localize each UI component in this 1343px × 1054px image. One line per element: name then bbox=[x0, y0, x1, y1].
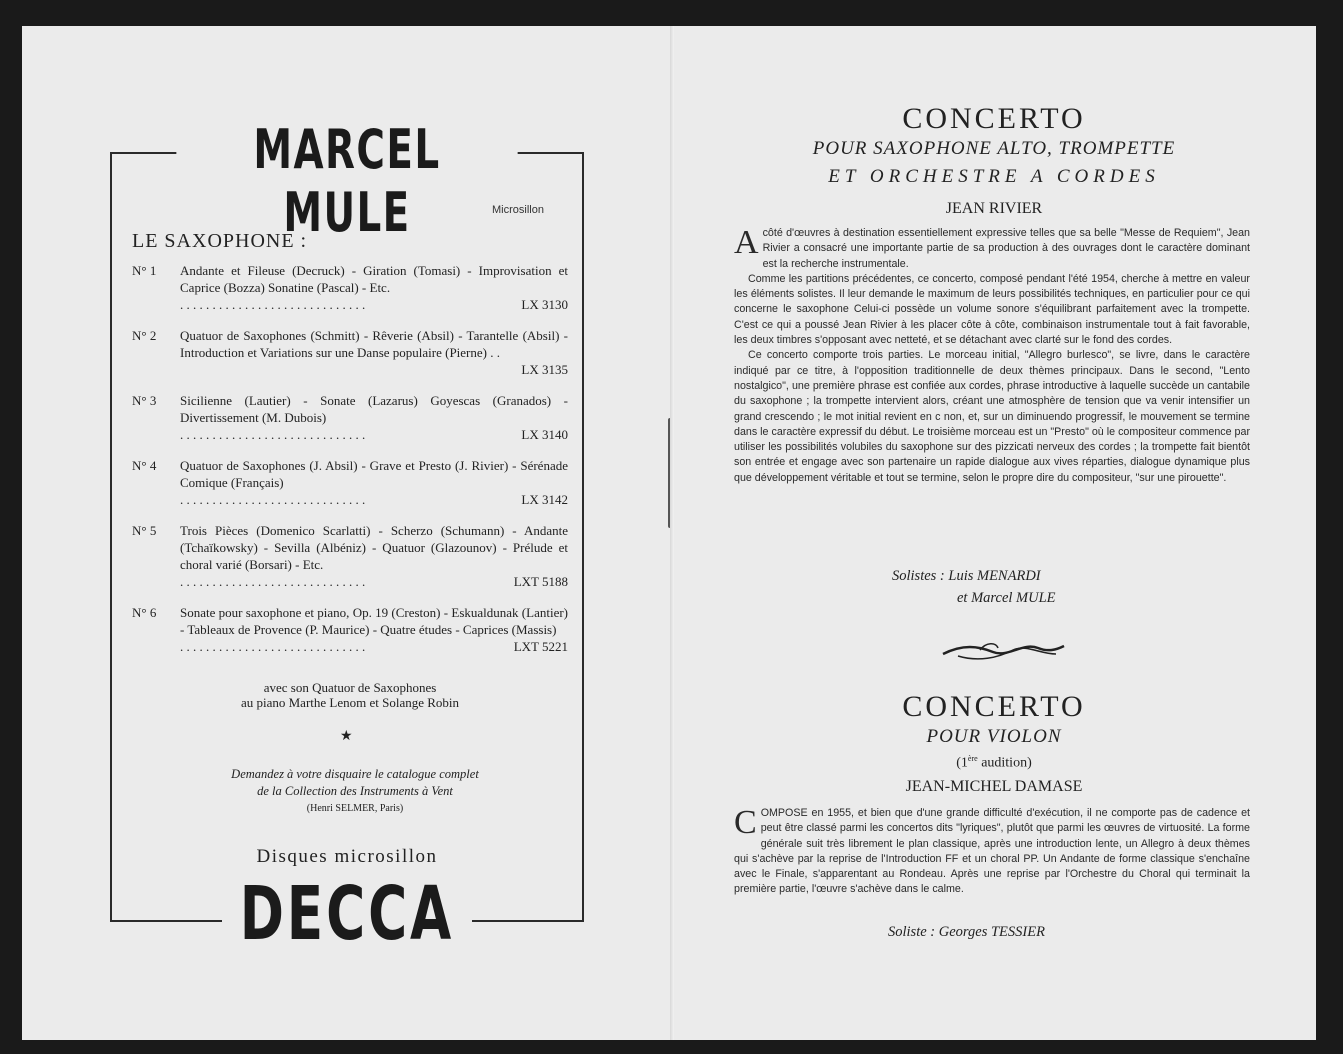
catalog-note bbox=[162, 766, 548, 817]
ensemble-line: avec son Quatuor de Saxophones bbox=[263, 680, 437, 695]
label-brand-wrap bbox=[110, 871, 584, 957]
notes-paragraph: Comme les partitions précédentes, ce concerto, composé pendant l'été 1954, cherche à mettre en valeur les éléments solistes. Il leur demande le maximum de leurs possibilités techniques, en particulier pour ce qui concerne le saxophone Celui-ci possède un volume sonore s'équilibrant parfaitement avec la trompette. C'est ce qui a poussé Jean Rivier à les placer côte à côte, combinaison instrumentale tout à fait favorable, les deux timbres s'opposant avec netteté, et se détachant avec clarté sur le fond des cordes. bbox=[734, 272, 1250, 347]
record-catalog-code: LXT 5221 bbox=[513, 639, 568, 654]
record-catalog-code: LX 3130 bbox=[521, 297, 568, 312]
record-number: N° 6 bbox=[132, 605, 157, 620]
left-page-advert bbox=[22, 26, 672, 1040]
work1-soloists: et Marcel MULE bbox=[957, 590, 1056, 606]
premiere-sup: ère bbox=[967, 754, 978, 763]
catalog-line: de la Collection des Instruments à Vent bbox=[257, 784, 453, 798]
record-description: Trois Pièces (Domenico Scarlatti) - Scherzo (Schumann) - Andante (Tchaïkowsky) - Sevilla (Albéniz) - Quatuor (Glazounov) - Prélude et choral varié (Borsari) - Etc. bbox=[180, 523, 568, 572]
work1-subtitle: POUR SAXOPHONE ALTO, TROMPETTE bbox=[812, 138, 1176, 159]
dropcap: C bbox=[734, 804, 757, 841]
record-item bbox=[132, 327, 568, 378]
record-item: N° 3 Sicilienne (Lautier) - Sonate (Lazarus) Goyescas (Granados) - Divertissement (M. Dubois) . . . . . . . . . . . . . . . . . . . . . . . . . . . . . LX 3140 bbox=[132, 393, 568, 442]
artist-banner bbox=[110, 118, 584, 244]
record-number: N° 1 bbox=[132, 263, 157, 278]
record-catalog-code: LX 3142 bbox=[521, 492, 568, 507]
work2-subtitle: POUR VIOLON bbox=[926, 726, 1062, 747]
notes-paragraph: Ce concerto comporte trois parties. Le morceau initial, "Allegro burlesco", se livre, dans le caractère indiqué par ce titre, à l'opposition traditionnelle de deux thèmes principaux. Dans le second, "Lento nostalgico", une première phrase est confiée aux cordes, phrase introductive à laquelle succède un cantabile du saxophone ; la trompette intervient alors, créant une atmosphère de tension que va venir intensifier un grand crescendo ; le mot initial revient en c non, et, sur un diminuendo progressif, le mouvement se termine dans le caractère expressif du début. Le troisième morceau est un "Presto" où le compositeur commence par utiliser les possibilités volubiles du saxophone sur des pizzicati nerveux des cordes ; la trompette fait bientôt son entrée et engage avec son partenaire un rapide dialogue aux vives réparties, dialogue dynamique plus que développement véritable et tout se termine, selon le propre dire du compositeur, "sur une pirouette". bbox=[734, 349, 1250, 484]
ensemble-credit bbox=[132, 680, 568, 710]
record-list bbox=[132, 262, 568, 669]
artist-name: MARCEL MULE bbox=[176, 118, 517, 244]
dropcap: A bbox=[734, 224, 759, 261]
notes-paragraph: côté d'œuvres à destination essentiellement expressive telles que sa belle "Messe de Requiem", Jean Rivier a consacré une importante partie de sa production à des ouvrages dont le caractère dominant est la recherche instrumentale. bbox=[762, 227, 1250, 270]
record-item: N° 6 Sonate pour saxophone et piano, Op. 19 (Creston) - Eskualdunak (Lantier) - Tableaux de Provence (P. Maurice) - Quatre études - Caprices (Massis) . . . . . . . . . . . . . . . . . . . . . . . . . . . . . LXT 5221 bbox=[132, 605, 568, 654]
work1-notes bbox=[734, 226, 1250, 486]
ornament-flourish-icon bbox=[938, 638, 1068, 664]
series-title: LE SAXOPHONE : bbox=[132, 230, 308, 252]
premiere-text: (1 bbox=[956, 755, 968, 771]
record-item: N° 4 Quatuor de Saxophones (J. Absil) - Grave et Presto (J. Rivier) - Sérénade Comique (Français) . . . . . . . . . . . . . . . . . . . . . . . . . . . . . LX 3142 bbox=[132, 458, 568, 507]
record-item: N° 5 Trois Pièces (Domenico Scarlatti) - Scherzo (Schumann) - Andante (Tchaïkowsky) - Sevilla (Albéniz) - Quatuor (Glazounov) - Prélude et choral varié (Borsari) - Etc. . . . . . . . . . . . . . . . . . . . . . . . . . . . . . LXT 5188 bbox=[132, 523, 568, 589]
star-icon: ★ bbox=[340, 729, 353, 744]
record-catalog-code: LX 3140 bbox=[521, 427, 568, 442]
work1-title: CONCERTO bbox=[902, 102, 1086, 135]
record-description: Quatuor de Saxophones (J. Absil) - Grave et Presto (J. Rivier) - Sérénade Comique (Français) bbox=[180, 458, 568, 490]
work1-subtitle: ET ORCHESTRE A CORDES bbox=[828, 166, 1160, 187]
format-label: Microsillon bbox=[492, 204, 544, 216]
record-number: N° 5 bbox=[132, 523, 157, 538]
right-page-notes bbox=[672, 26, 1316, 1040]
work2-composer: JEAN-MICHEL DAMASE bbox=[905, 778, 1083, 795]
record-number: N° 4 bbox=[132, 458, 157, 473]
record-description: Quatuor de Saxophones (Schmitt) - Rêverie (Absil) - Tarantelle (Absil) - Introduction et Variations sur une Danse populaire (Pierne) . . bbox=[180, 328, 568, 360]
pianists-line: au piano Marthe Lenom et Solange Robin bbox=[240, 695, 460, 710]
notes-paragraph: OMPOSE en 1955, et bien que d'une grande difficulté d'exécution, il ne comporte pas de cadence et peut être classé parmi les concertos dits "lyriques", plutôt que parmi les œuvres de virtuosité. La forme générale suit très librement le plan classique, après une introduction lente, un Allegro à deux thèmes qui s'achève par la reprise de l'Introduction FF et un choral PP. Un Andante de forme classique s'enchaîne avec le Finale, s'apparentant au Rondeau. Après une reprise par l'Orchestre du Choral qui terminait la première partie, l'œuvre s'achève dans le calme. bbox=[734, 807, 1250, 896]
work1-composer: JEAN RIVIER bbox=[945, 200, 1043, 217]
record-catalog-code: LXT 5188 bbox=[513, 574, 568, 589]
record-number: N° 3 bbox=[132, 393, 157, 408]
premiere-text: audition) bbox=[977, 755, 1032, 771]
program-spread bbox=[22, 26, 1316, 1040]
record-number: N° 2 bbox=[132, 328, 157, 343]
catalog-credit: (Henri SELMER, Paris) bbox=[306, 803, 404, 814]
catalog-line: Demandez à votre disquaire le catalogue complet bbox=[231, 767, 479, 781]
label-line: Disques microsillon bbox=[256, 846, 438, 867]
label-brand: DECCA bbox=[239, 871, 455, 957]
work2-notes bbox=[734, 806, 1250, 898]
record-description: Sicilienne (Lautier) - Sonate (Lazarus) Goyescas (Granados) - Divertissement (M. Dubois) bbox=[180, 393, 568, 425]
work2-soloist: Soliste : Georges TESSIER bbox=[888, 924, 1045, 940]
work1-soloists: Solistes : Luis MENARDI bbox=[892, 568, 1041, 584]
record-item: N° 1 Andante et Fileuse (Decruck) - Giration (Tomasi) - Improvisation et Caprice (Bozza) Sonatine (Pascal) - Etc. . . . . . . . . . . . . . . . . . . . . . . . . . . . . . LX 3130 bbox=[132, 263, 568, 312]
work2-title: CONCERTO bbox=[902, 690, 1086, 723]
premiere-note bbox=[672, 754, 1316, 772]
record-catalog-code: LX 3135 bbox=[521, 362, 568, 377]
record-description: Sonate pour saxophone et piano, Op. 19 (Creston) - Eskualdunak (Lantier) - Tableaux de Provence (P. Maurice) - Quatre études - Caprices (Massis) bbox=[180, 605, 568, 637]
record-description: Andante et Fileuse (Decruck) - Giration (Tomasi) - Improvisation et Caprice (Bozza) Sonatine (Pascal) - Etc. bbox=[180, 263, 568, 295]
